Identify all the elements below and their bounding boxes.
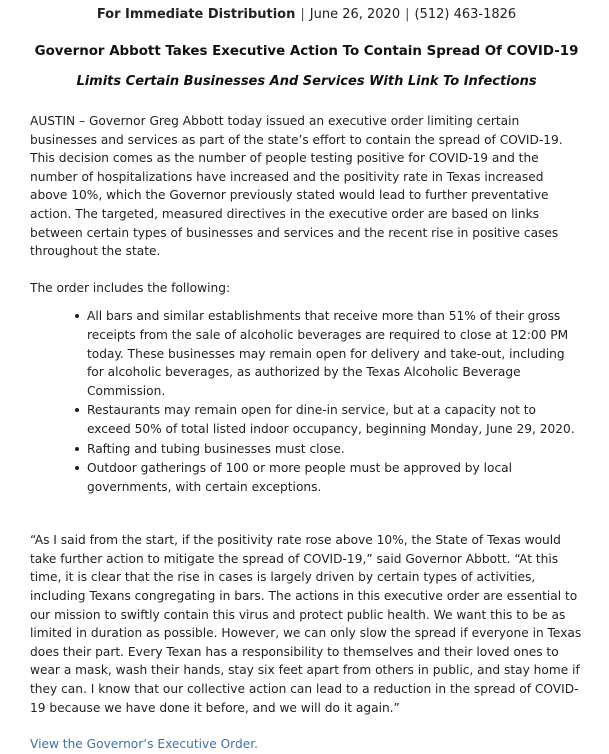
link-paragraph bbox=[30, 735, 583, 754]
order-items-list bbox=[30, 307, 583, 496]
list-item: Outdoor gatherings of 100 or more people must be approved by local governments, with certain exceptions. bbox=[87, 459, 583, 496]
list-item: Rafting and tubing businesses must close. bbox=[87, 440, 583, 459]
list-item: All bars and similar establishments that receive more than 51% of their gross receipts from the sale of alcoholic beverages are required to close at 12:00 PM today. These businesses may remain open for delivery and take-out, including for alcoholic beverages, as authorized by the Texas Alcoholic Beverage Commission. bbox=[87, 307, 583, 400]
release-dateline bbox=[30, 5, 583, 25]
distribution-label: For Immediate Distribution bbox=[96, 7, 296, 22]
intro-paragraph: AUSTIN – Governor Greg Abbott today issued an executive order limiting certain businesses and services as part of the state’s effort to contain the spread of COVID-19. This decision comes as the number of people testing positive for COVID-19 and the number of hospitalizations have increased and the positivity rate in Texas increased above 10%, which the Governor previously stated would lead to further preventative action. The targeted, measured directives in the executive order are based on links between certain types of businesses and services and the recent rise in positive cases throughout the state. bbox=[30, 114, 563, 259]
headline: Governor Abbott Takes Executive Action To Contain Spread Of COVID-19 bbox=[34, 44, 579, 59]
contact-phone: (512) 463-1826 bbox=[414, 7, 517, 22]
subheadline: Limits Certain Businesses And Services With Link To Infections bbox=[76, 74, 537, 89]
governor-quote: “As I said from the start, if the positivity rate rose above 10%, the State of Texas would take further action to mitigate the spread of COVID-19,” said Governor Abbott. “At this time, it is clear that the rise in cases is largely driven by certain types of activities, including Texans congregating in bars. The actions in this executive order are essential to our mission to swiftly contain this virus and protect public health. We want this to be as limited in duration as possible. However, we can only slow the spread if everyone in Texas does their part. Every Texan has a responsibility to themselves and their loved ones to wear a mask, wash their hands, stay six feet apart from others in public, and stay home if they can. I know that our collective action can lead to a reduction in the spread of COVID-19 because we have done it before, and we will do it again.” bbox=[30, 533, 582, 715]
release-date: June 26, 2020 bbox=[309, 7, 401, 22]
list-intro: The order includes the following: bbox=[30, 280, 231, 295]
list-item: Restaurants may remain open for dine-in service, but at a capacity not to exceed 50% of total listed indoor occupancy, beginning Monday, June 29, 2020. bbox=[87, 401, 583, 438]
press-release bbox=[0, 5, 609, 752]
dateline-separator: | bbox=[405, 7, 410, 22]
executive-order-link[interactable]: View the Governor’s Executive Order. bbox=[30, 737, 258, 752]
dateline-separator: | bbox=[300, 7, 305, 22]
